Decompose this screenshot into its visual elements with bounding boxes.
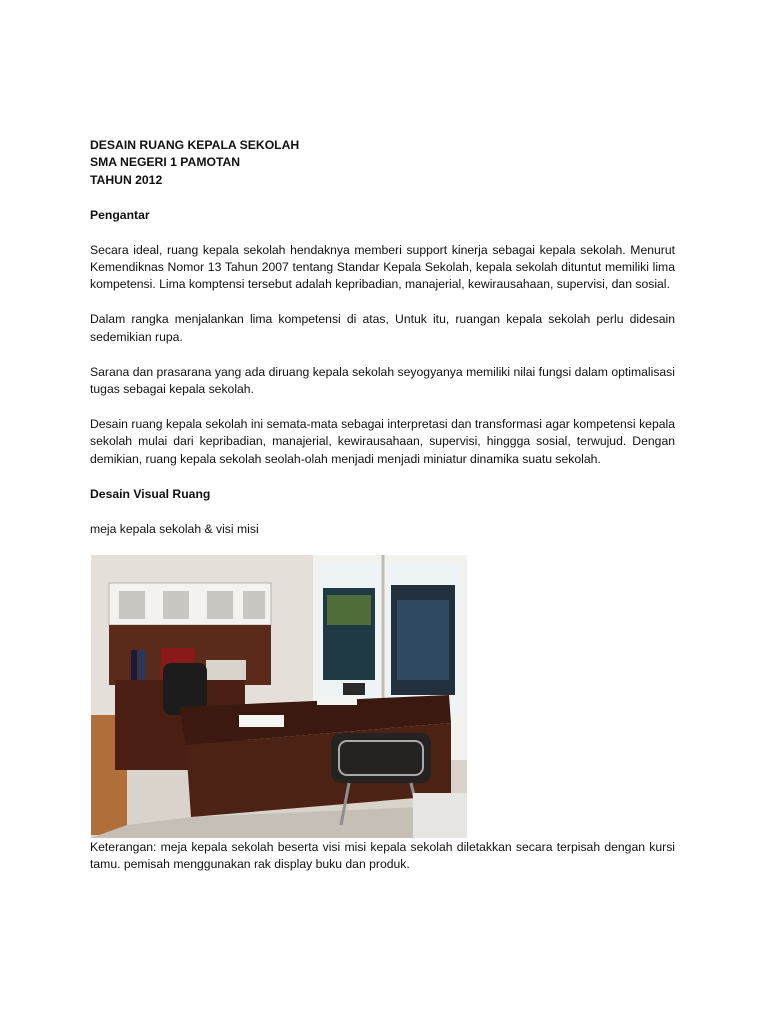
document-body <box>90 137 675 538</box>
intro-paragraph-3: Sarana dan prasarana yang ada diruang kepala sekolah seyogyanya memiliki nilai fungsi dalam optimalisasi tugas sebagai kepala sekolah. <box>90 364 675 397</box>
visual-subtitle: meja kepala sekolah & visi misi <box>90 521 259 536</box>
office-photo-illustration <box>91 555 467 838</box>
section-title-pengantar: Pengantar <box>90 207 150 222</box>
intro-paragraph-4: Desain ruang kepala sekolah ini semata-mata sebagai interpretasi dan transformasi agar kompetensi kepala sekolah mulai dari kepribadian, manajerial, kewirausahaan, supervisi, hinggga sosial, terwujud. Dengan demikian, ruang kepala sekolah seolah-olah menjadi menjadi miniatur dinamika suatu sekolah. <box>90 416 675 466</box>
doc-title-line-2: SMA NEGERI 1 PAMOTAN <box>90 155 241 170</box>
office-photo <box>91 555 467 838</box>
intro-paragraph-2: Dalam rangka menjalankan lima kompetensi di atas, Untuk itu, ruangan kepala sekolah perlu didesain sedemikian rupa. <box>90 312 675 344</box>
doc-title-line-1: DESAIN RUANG KEPALA SEKOLAH <box>90 138 300 152</box>
section-title-visual: Desain Visual Ruang <box>90 486 211 501</box>
intro-paragraph-1: Secara ideal, ruang kepala sekolah hendaknya memberi support kinerja sebagai kepala sekolah. Menurut Kemendiknas Nomor 13 Tahun 2007 tentang Standar Kepala Sekolah, kepala sekolah dituntut memiliki lima kompetensi. Lima komptensi tersebut adalah kepribadian, manajerial, kewirausahaan, supervisi, dan sosial. <box>90 242 675 292</box>
photo-caption: Keterangan: meja kepala sekolah beserta visi misi kepala sekolah diletakkan secara terpisah dengan kursi tamu. pemisah menggunakan rak display buku dan produk. <box>90 840 675 872</box>
doc-title-line-3: TAHUN 2012 <box>90 172 163 187</box>
